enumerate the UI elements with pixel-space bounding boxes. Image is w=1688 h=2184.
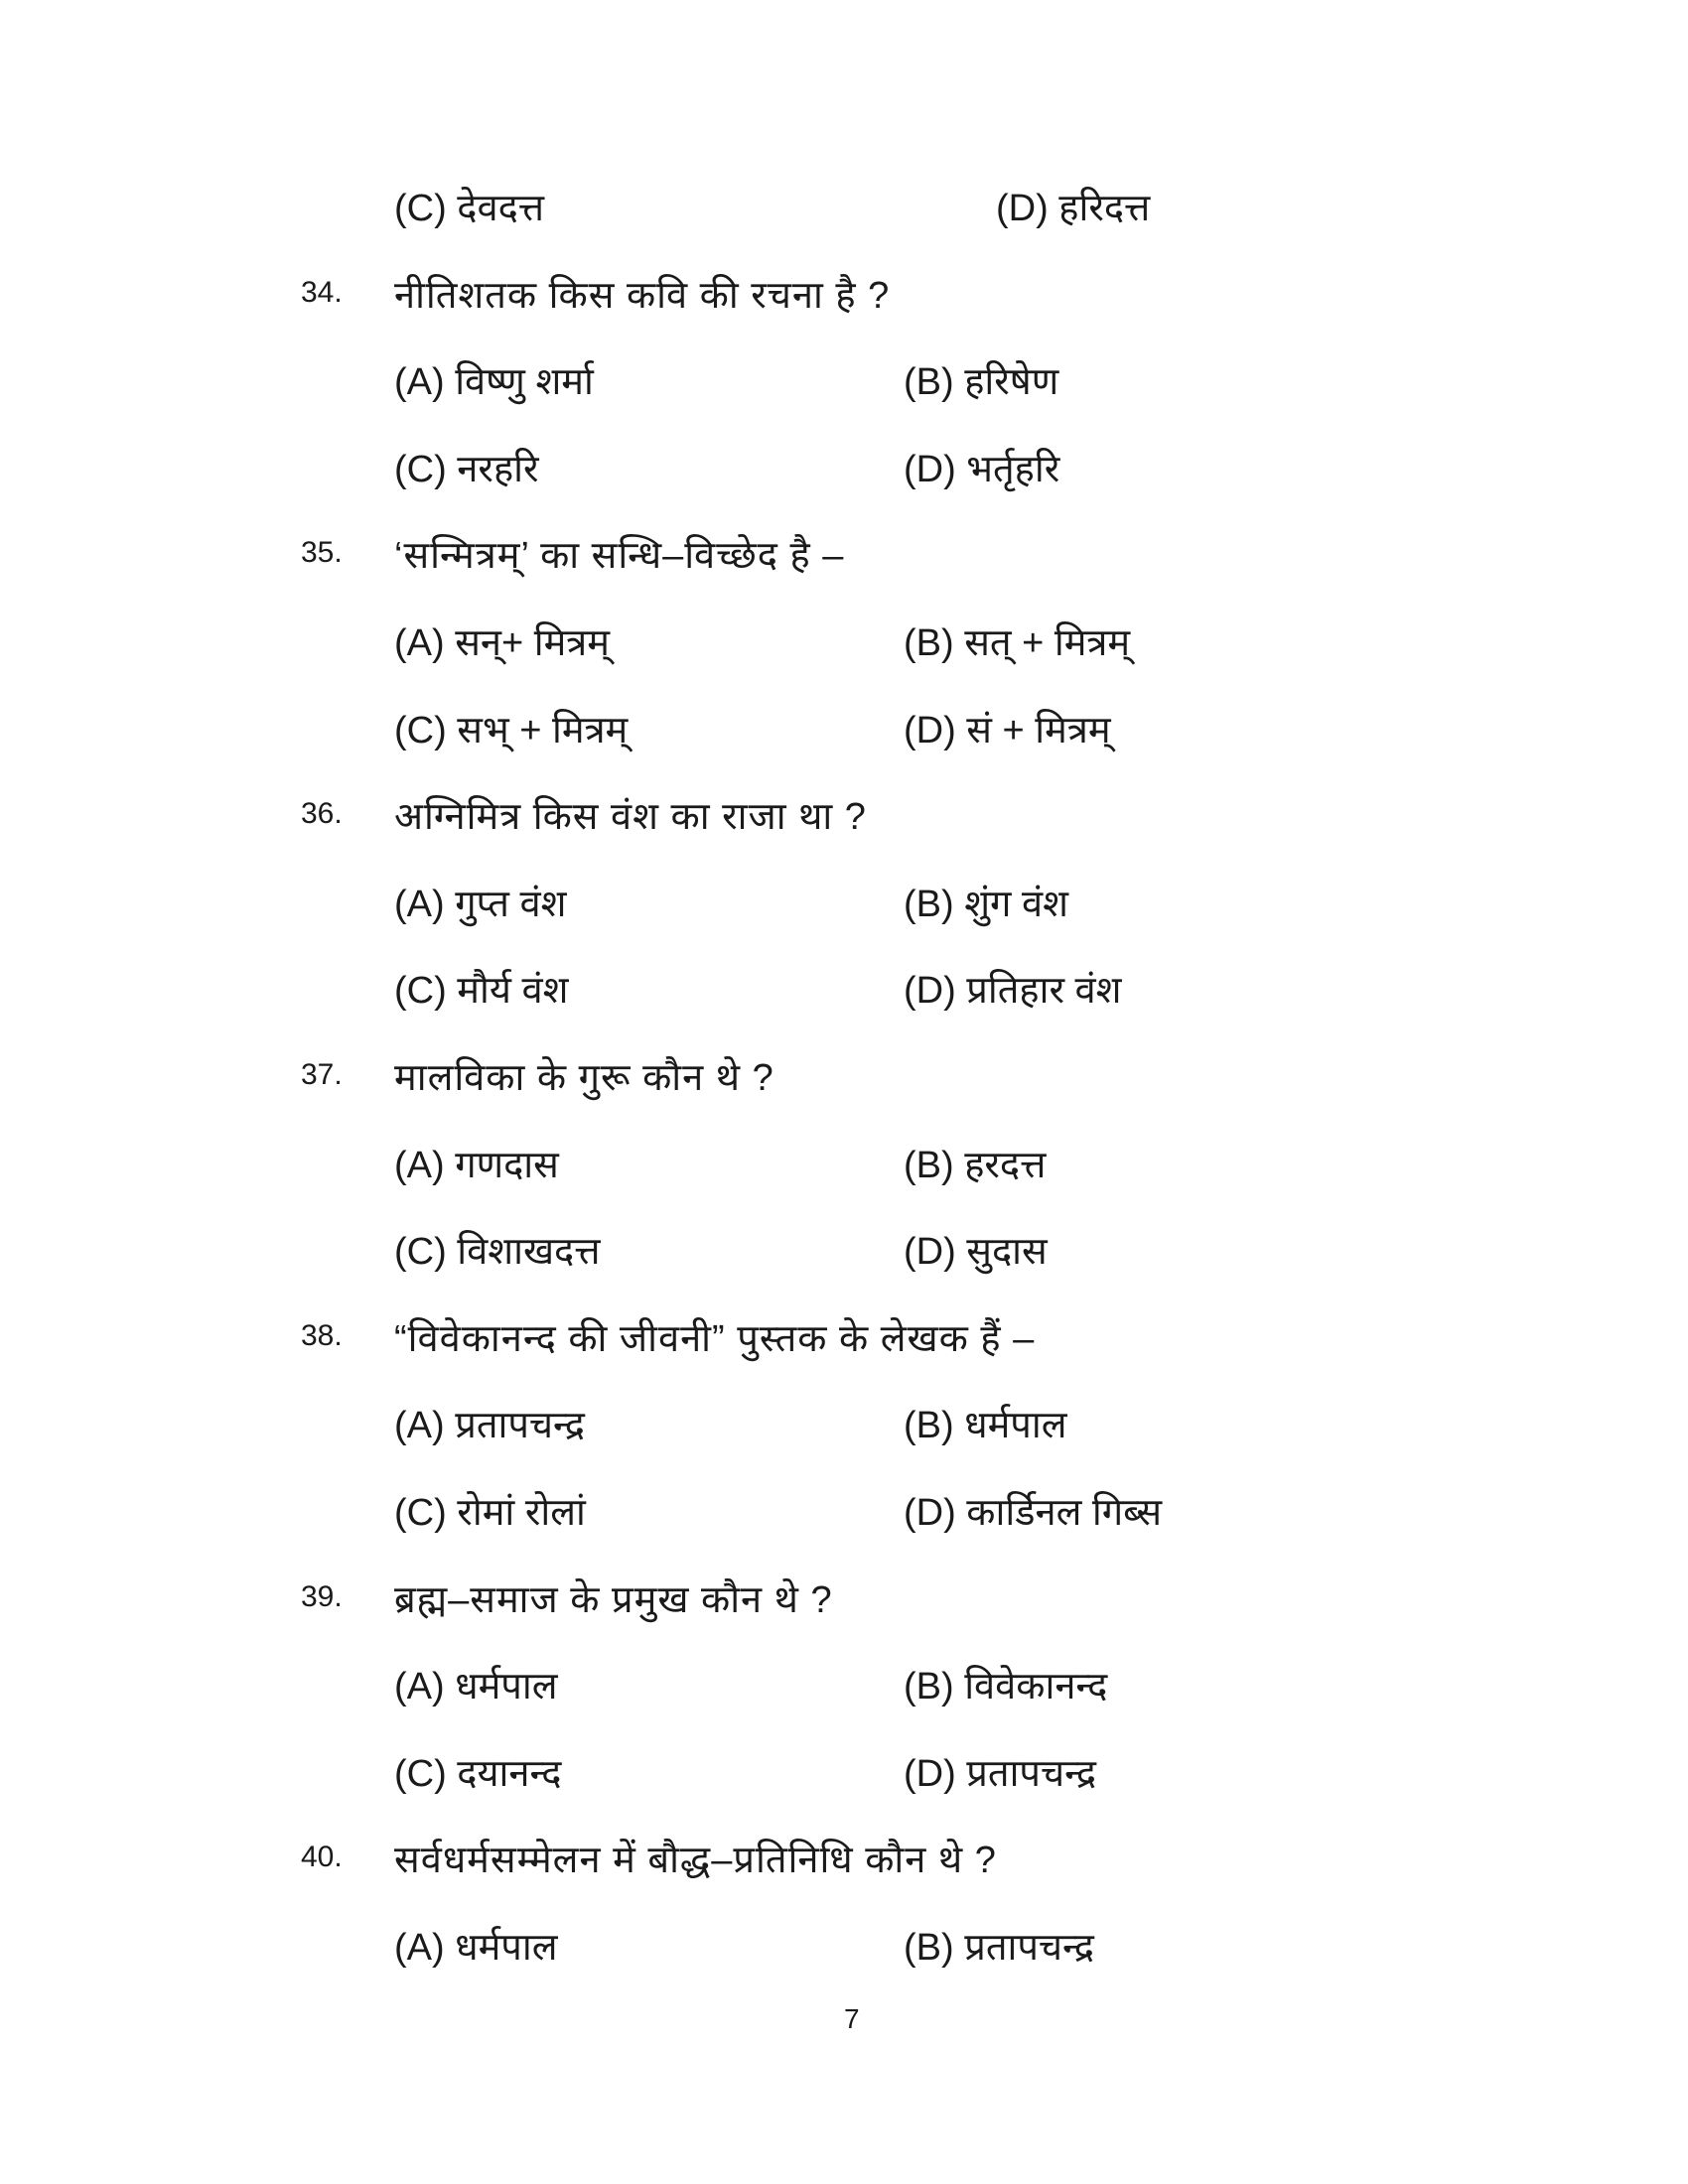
question-row bbox=[0, 1307, 1688, 1367]
question-row bbox=[0, 264, 1688, 324]
option-d: (D) कार्डिनल गिब्स bbox=[904, 1492, 1163, 1534]
options-row bbox=[0, 612, 1688, 671]
carryover-options-row bbox=[0, 177, 1688, 236]
question-text: अग्निमित्र किस वंश का राजा था ? bbox=[394, 796, 867, 839]
option-c: (C) रोमां रोलां bbox=[394, 1492, 586, 1534]
option-c: (C) मौर्य वंश bbox=[394, 970, 569, 1013]
option-c: (C) सभ् + मित्रम् bbox=[394, 709, 629, 751]
question-text: “विवेकानन्द की जीवनी” पुस्तक के लेखक हैं – bbox=[394, 1317, 1036, 1360]
option-a: (A) सन्+ मित्रम् bbox=[394, 622, 611, 664]
question-number: 35. bbox=[301, 536, 343, 570]
question-number: 36. bbox=[301, 797, 343, 831]
option-a: (A) विष्णु शर्मा bbox=[394, 361, 594, 404]
question-number: 40. bbox=[301, 1841, 343, 1874]
question-text: मालविका के गुरू कौन थे ? bbox=[394, 1057, 774, 1099]
option-b: (B) विवेकानन्द bbox=[904, 1666, 1108, 1708]
option-c: (C) नरहरि bbox=[394, 448, 539, 490]
question-text: ‘सन्मित्रम्’ का सन्धि–विच्छेद है – bbox=[394, 535, 845, 578]
question-number: 38. bbox=[301, 1318, 343, 1352]
option-d: (D) सुदास bbox=[904, 1231, 1048, 1274]
option-b: (B) हरिषेण bbox=[904, 361, 1059, 404]
option-a: (A) प्रतापचन्द्र bbox=[394, 1405, 585, 1447]
options-row bbox=[0, 873, 1688, 932]
option-b: (B) हरदत्त bbox=[904, 1144, 1047, 1186]
question-number: 34. bbox=[301, 275, 343, 309]
option-d: (D) हरिदत्त bbox=[996, 188, 1151, 229]
question-row bbox=[0, 1829, 1688, 1888]
option-a: (A) धर्मपाल bbox=[394, 1666, 558, 1708]
question-text: ब्रह्म–समाज के प्रमुख कौन थे ? bbox=[394, 1578, 833, 1621]
options-row bbox=[0, 1742, 1688, 1802]
page-number: 7 bbox=[844, 2003, 860, 2034]
option-d: (D) भर्तृहरि bbox=[904, 448, 1060, 490]
options-row bbox=[0, 1655, 1688, 1714]
options-row bbox=[0, 1134, 1688, 1193]
question-row bbox=[0, 1569, 1688, 1628]
option-d: (D) प्रतापचन्द्र bbox=[904, 1752, 1097, 1795]
option-b: (B) प्रतापचन्द्र bbox=[904, 1927, 1094, 1969]
options-row bbox=[0, 699, 1688, 758]
option-b: (B) शुंग वंश bbox=[904, 883, 1068, 925]
option-b: (B) धर्मपाल bbox=[904, 1405, 1067, 1447]
options-row bbox=[0, 1916, 1688, 1976]
option-a: (A) गुप्त वंश bbox=[394, 883, 567, 925]
options-row bbox=[0, 438, 1688, 497]
question-row bbox=[0, 1046, 1688, 1106]
question-row bbox=[0, 785, 1688, 845]
option-d: (D) प्रतिहार वंश bbox=[904, 970, 1122, 1013]
option-c: (C) दयानन्द bbox=[394, 1752, 562, 1795]
options-row bbox=[0, 959, 1688, 1019]
question-text: सर्वधर्मसम्मेलन में बौद्ध–प्रतिनिधि कौन थे ? bbox=[394, 1840, 997, 1882]
option-c: (C) देवदत्त bbox=[394, 188, 545, 229]
options-row bbox=[0, 350, 1688, 410]
option-c: (C) विशाखदत्त bbox=[394, 1231, 601, 1274]
options-row bbox=[0, 1481, 1688, 1541]
option-a: (A) धर्मपाल bbox=[394, 1927, 558, 1969]
option-d: (D) सं + मित्रम् bbox=[904, 709, 1111, 751]
options-row bbox=[0, 1220, 1688, 1280]
question-number: 37. bbox=[301, 1058, 343, 1091]
option-a: (A) गणदास bbox=[394, 1144, 559, 1186]
option-b: (B) सत् + मित्रम् bbox=[904, 622, 1131, 664]
question-number: 39. bbox=[301, 1579, 343, 1613]
question-text: नीतिशतक किस कवि की रचना है ? bbox=[394, 274, 891, 317]
question-row bbox=[0, 524, 1688, 584]
options-row bbox=[0, 1394, 1688, 1453]
